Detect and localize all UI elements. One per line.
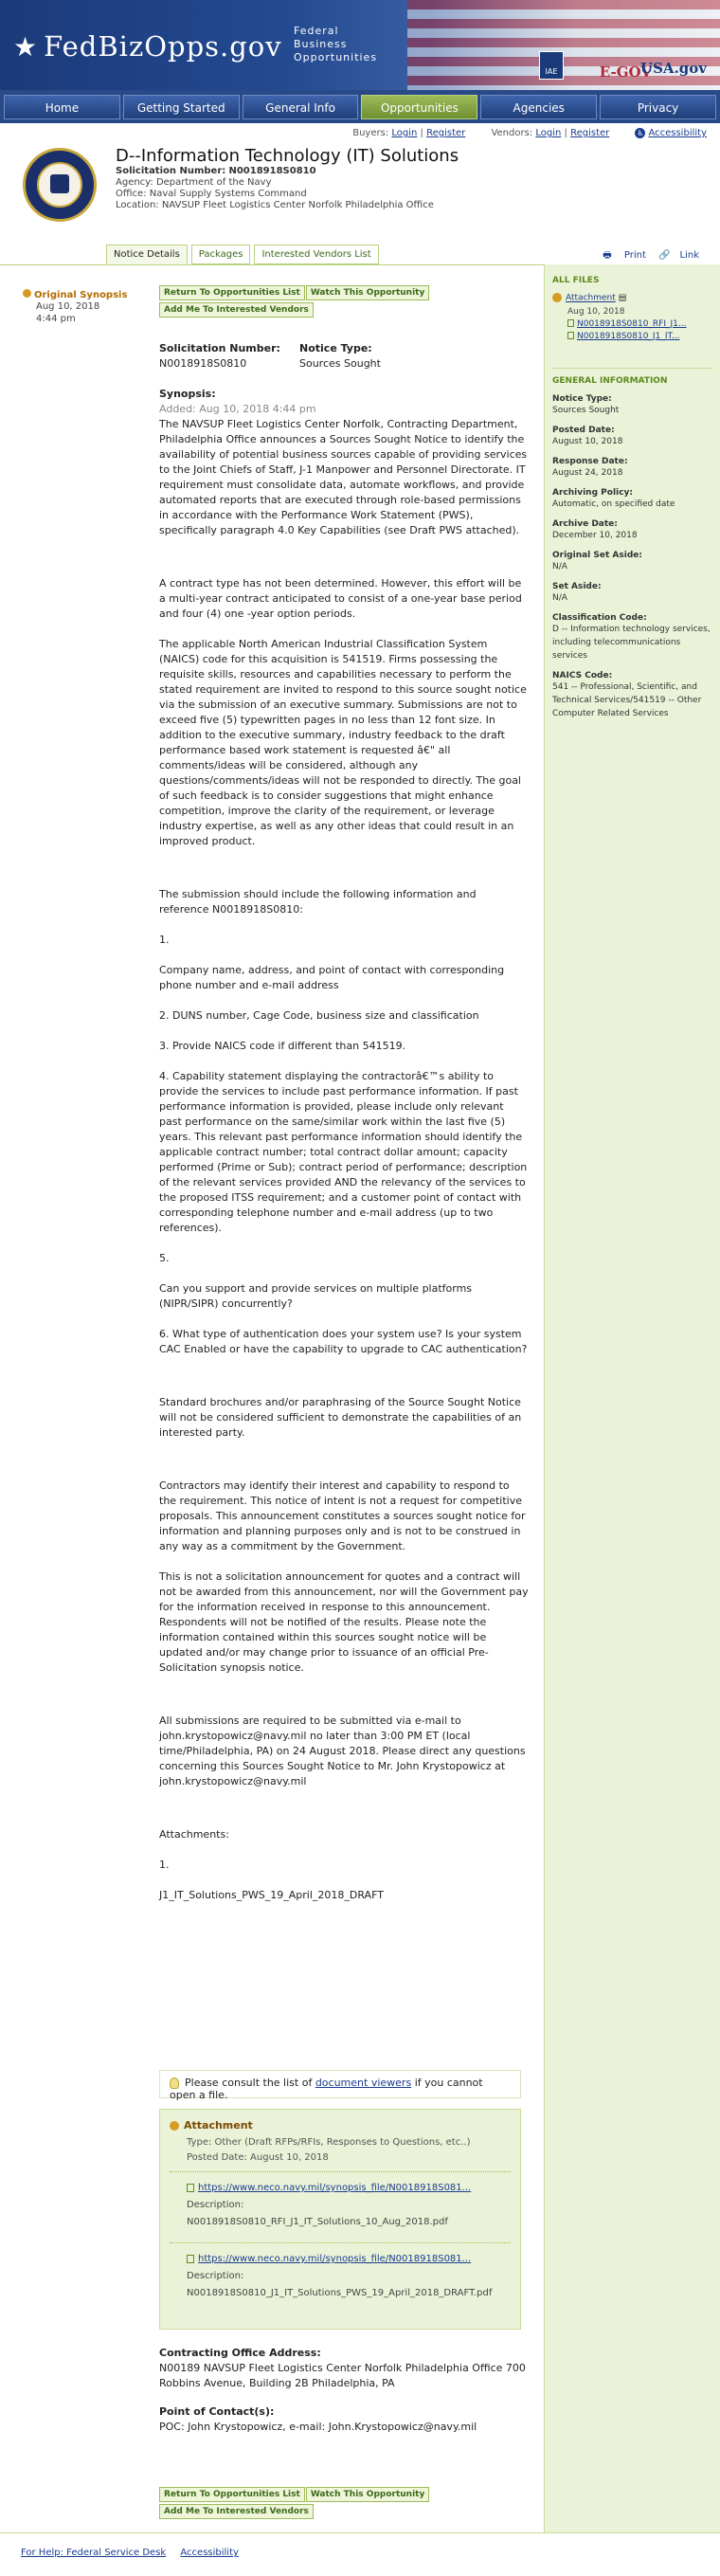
lightbulb-icon xyxy=(170,2077,179,2089)
star-icon: ★ xyxy=(13,31,39,63)
file-icon xyxy=(187,2255,194,2263)
sidebar: ALL FILES Attachment ▤ Aug 10, 2018 N0018918S0810_RFI_J1... N0018918S0810_J1_IT... GENERAL INFORMATION Notice Type: Sources Sought Posted Date: August 10, 2018 Response Date: August 24, 2018 Archiving Policy: Automatic, on specified date Archive Date: December 10, 2018 Original Set Aside: N/A Set Aside: N/A Classification Code: D -- Information technology services, including telecommunications services NAICS Code: 541 -- Professional, Scientific, and Technical Services/541519 -- Other Computer Related Services xyxy=(544,264,720,2532)
synopsis-label: Synopsis: xyxy=(159,388,216,400)
iae-logo[interactable]: IAE xyxy=(539,51,564,80)
egov-logo[interactable]: E-GOV xyxy=(599,63,652,81)
nav-opportunities[interactable]: Opportunities xyxy=(361,95,477,119)
office-address: N00189 NAVSUP Fleet Logistics Center Norfolk Philadelphia Office 700 Robbins Avenue, Building 2B Philadelphia, PA xyxy=(159,2362,526,2389)
tab-notice-details[interactable]: Notice Details xyxy=(106,245,188,264)
synopsis-paragraph: Standard brochures and/or paraphrasing of the Source Sought Notice will not be considered sufficient to demonstrate the capabilities of an interested party. xyxy=(159,1396,522,1439)
notice-meta: Solicitation Number: N0018918S0810 Agency: Department of the Navy Office: Naval Supply Systems Command Location: NAVSUP Fleet Logistics Center Norfolk Philadelphia Office xyxy=(116,166,434,210)
original-synopsis: Original Synopsis Aug 10, 2018 4:44 pm xyxy=(23,289,127,325)
file-icon xyxy=(567,332,574,339)
synopsis-paragraph: All submissions are required to be submitted via e-mail to john.krystopowicz@navy.mil no later than 3:00 PM ET (local time/Philadelphia, PA) on 24 August 2018. Please direct any questions concerning this Sources Sought Notice to Mr. John Krystopowicz at john.krystopowicz@navy.mil xyxy=(159,1714,526,1787)
print-icon: 🖶 xyxy=(603,250,612,261)
footer-accessibility-link[interactable]: Accessibility xyxy=(180,2548,239,2558)
sidebar-file-link[interactable]: N0018918S0810_RFI_J1... xyxy=(577,318,687,329)
vendors-register-link[interactable]: Register xyxy=(570,128,610,138)
attachment-file: https://www.neco.navy.mil/synopsis_file/N0018918S081... Description: N0018918S0810_J1_IT_Solutions_PWS_19_April_2018_DRAFT.pdf xyxy=(170,2242,511,2308)
accessibility-icon: ♿ xyxy=(637,129,644,137)
general-info-heading: GENERAL INFORMATION xyxy=(552,375,668,386)
tab-packages[interactable]: Packages xyxy=(191,245,251,264)
synopsis-paragraph: The submission should include the following information and reference N0018918S0810: xyxy=(159,888,477,916)
action-buttons-bottom xyxy=(159,2487,430,2521)
return-to-list-button[interactable]: Return To Opportunities List xyxy=(159,285,305,300)
print-link[interactable]: Print xyxy=(623,250,646,261)
synopsis-paragraph: 6. What type of authentication does your system use? Is your system CAC Enabled or have the capability to upgrade to CAC authentication? xyxy=(159,1328,528,1355)
attachment-icon xyxy=(552,293,562,302)
nav-general-info[interactable]: General Info xyxy=(243,95,359,119)
original-synopsis-link[interactable]: Original Synopsis xyxy=(34,290,128,300)
nav-privacy[interactable]: Privacy xyxy=(600,95,716,119)
attachment-file-link[interactable]: https://www.neco.navy.mil/synopsis_file/N0018918S081... xyxy=(198,2183,472,2193)
main-nav xyxy=(0,90,720,123)
accessibility-link[interactable]: Accessibility xyxy=(648,128,707,138)
synopsis-paragraph: Contractors may identify their interest and capability to respond to the requirement. This notice of intent is not a request for competitive proposals. This announcement constitutes a sources sought notice for information and planning purposes only and is not to be construed in any way as a commitment by the Government. xyxy=(159,1479,526,1552)
synopsis-paragraph: Can you support and provide services on multiple platforms (NIPR/SIPR) concurrently? xyxy=(159,1282,473,1310)
synopsis-icon xyxy=(23,289,31,298)
link-icon: 🔗 xyxy=(658,250,671,261)
page-title: D--Information Technology (IT) Solutions xyxy=(116,146,459,166)
notice-details: Solicitation Number: N0018918S0810 Notice Type: Sources Sought Synopsis: Added: Aug 10, 2018 4:44 pm The NAVSUP Fleet Logistics Center Norfolk, Contracting Department, Philadelphia Office announces a Sources Sought Notice to identify the availability of potential business sources capable of providing services to the Joint Chiefs of Staff, J-1 Manpower and Personnel Directorate. IT requirement must consolidate data, automate workflows, and provide automated reports that are executed through role-based permissions in accordance with the Performance Work Statement (PWS), specifically paragraph 4.0 Key Capabilities (see Draft PWS attached). A contract type has not been determined. However, this effort will be a multi-year contract anticipated to consist of a one-year base period and four (4) one -year option periods. The applicable North American Industrial Classification System (NAICS) code for this acquisition is 541519. Firms possessing the requisite skills, resources and capabilities necessary to perform the stated requirement are invited to respond to this source sought notice via the submission of an executive summary. Submissions are not to exceed five (5) typewritten pages in no less than 12 font size. In addition to the executive summary, industry feedback to the draft performance based work statement is requested â€" all comments/ideas will be considered, although any questions/comments/ideas will not be responded to directly. The goal of such feedback is to consider suggestions that might enhance competition, improve the clarity of the requirement, or leverage industry expertise, as well as any other ideas that could result in an improved product. The submission should include the following information and reference N0018918S0810: 1. Company name, address, and point of contact with corresponding phone number and e-mail address 2. DUNS number, Cage Code, business size and classification 3. Provide NAICS code if different than 541519. 4. Capability statement displaying the contractorâ€™s ability to provide the services to include past performance information. If past performance information is provided, please include only relevant past performance on the same/similar work within the last five (5) years. This relevant past performance information should identify the applicable contract number; total contract dollar amount; capacity performed (Prime or Sub); contract period of performance; description of the relevant services provided AND the relevancy of the services to the proposed ITSS requirement; and a customer point of contact with corresponding telephone number and e-mail address (up to two references). 5. Can you support and provide services on multiple platforms (NIPR/SIPR) concurrently? 6. What type of authentication does your system use? Is your system CAC Enabled or have the capability to upgrade to CAC authentication? Standard brochures and/or paraphrasing of the Source Sought Notice will not be considered sufficient to demonstrate the capabilities of an interested party. Contractors may identify their interest and capability to respond to the requirement. This notice of intent is not a request for competitive proposals. This announcement constitutes a sources sought notice for information and planning purposes only and is not to be construed in any way as a commitment by the Government. This is not a solicitation announcement for quotes and a contract will not be awarded from this announcement, nor will the Government pay for the information received in response to this announcement. Respondents will not be notified of the results. Please note the information contained within this sources sought notice will be updated and/or may change prior to issuance of an official Pre-Solicitation synopsis notice. All submissions are required to be submitted via e-mail to john.krystopowicz@navy.mil no later than 3:00 PM ET (local time/Philadelphia, PA) on 24 August 2018. Please direct any questions concerning this Sources Sought Notice to Mr. John Krystopowicz at john.krystopowicz@navy.mil Attachments: 1. J1_IT_Solutions_PWS_19_April_2018_DRAFT xyxy=(159,342,529,1901)
synopsis-paragraph: The applicable North American Industrial Classification System (NAICS) code for this acquisition is 541519. Firms possessing the requisite skills, resources and capabilities necessary to perform the stated requirement are invited to respond to this source sought notice via the submission of an executive summary. Submissions are not to exceed five (5) typewritten pages in no less than 12 font size. In addition to the executive summary, industry feedback to the draft performance based work statement is requested â€" all comments/ideas will be considered, although any questions/comments/ideas will not be responded to directly. The goal of such feedback is to consider suggestions that might enhance competition, improve the clarity of the requirement, or leverage industry expertise, as well as any other ideas that could result in an improved product. xyxy=(159,638,527,847)
synopsis-paragraph: A contract type has not been determined. However, this effort will be a multi-year contract anticipated to consist of a one-year base period and four (4) one -year option periods. xyxy=(159,577,522,620)
attachment-icon xyxy=(170,2121,179,2131)
sidebar-attachment-link[interactable]: Attachment xyxy=(566,293,616,303)
added-date: Added: Aug 10, 2018 4:44 pm xyxy=(159,403,316,415)
synopsis-paragraph: J1_IT_Solutions_PWS_19_April_2018_DRAFT xyxy=(159,1889,384,1901)
page-footer xyxy=(0,2532,720,2576)
help-link[interactable]: For Help: Federal Service Desk xyxy=(21,2548,167,2558)
buyers-register-link[interactable]: Register xyxy=(426,128,466,138)
divider xyxy=(0,264,544,265)
all-files-heading: ALL FILES xyxy=(552,276,600,285)
tab-interested-vendors[interactable]: Interested Vendors List xyxy=(254,245,378,264)
add-interested-vendor-button[interactable]: Add Me To Interested Vendors xyxy=(159,302,314,317)
attachment-file: https://www.neco.navy.mil/synopsis_file/N0018918S081... Description: N0018918S0810_RFI_J1_IT_Solutions_10_Aug_2018.pdf xyxy=(170,2171,511,2237)
synopsis-paragraph: Attachments: xyxy=(159,1828,229,1841)
contact-section: Contracting Office Address: N00189 NAVSUP Fleet Logistics Center Norfolk Philadelphia Office 700 Robbins Avenue, Building 2B Philadelphia, PA Point of Contact(s): POC: John Krystopowicz, e-mail: John.Krystopowicz@navy.mil xyxy=(159,2346,529,2435)
permalink-link[interactable]: Link xyxy=(679,250,699,261)
document-viewer-note: Please consult the list of document viewers if you cannot open a file. xyxy=(159,2070,521,2098)
synopsis-paragraph: 4. Capability statement displaying the contractorâ€™s ability to provide the services to include past performance information. If past performance information is provided, please include only relevant past performance on the same/similar work within the last five (5) years. This relevant past performance information should identify the applicable contract number; total contract dollar amount; capacity performed (Prime or Sub); contract period of performance; description of the relevant services provided AND the relevancy of the services to the proposed ITSS requirement; and a customer point of contact with corresponding telephone number and e-mail address (up to two references). xyxy=(159,1070,528,1234)
sidebar-file-link[interactable]: N0018918S0810_J1_IT... xyxy=(577,331,680,341)
attachment-box: Attachment Type: Other (Draft RFPs/RFIs, Responses to Questions, etc..) Posted Date: August 10, 2018 https://www.neco.navy.mil/synopsis_file/N0018918S081... Description: N0018918S0810_RFI_J1_IT_Solutions_10_Aug_2018.pdf https://www.neco.navy.mil/synopsis_file/N0018918S081... Description: N0018918S0810_J1_IT_Solutions_PWS_19_April_2018_DRAFT.pdf xyxy=(159,2109,521,2330)
synopsis-paragraph: 2. DUNS number, Cage Code, business size and classification xyxy=(159,1009,479,1022)
return-to-list-button[interactable]: Return To Opportunities List xyxy=(159,2487,305,2502)
site-tagline: Federal Business Opportunities xyxy=(294,25,378,63)
file-icon: ▤ xyxy=(618,293,627,303)
synopsis-paragraph: 1. xyxy=(159,934,170,946)
file-icon xyxy=(187,2184,194,2192)
synopsis-paragraph: The NAVSUP Fleet Logistics Center Norfolk, Contracting Department, Philadelphia Office announces a Sources Sought Notice to identify the availability of potential business sources capable of providing services to the Joint Chiefs of Staff, J-1 Manpower and Personnel Directorate. IT requirement must consolidate data, automate workflows, and provide automated reports that are executed through role-based permissions in accordance with the Performance Work Statement (PWS), specifically paragraph 4.0 Key Capabilities (see Draft PWS attached). xyxy=(159,418,528,536)
synopsis-paragraph: 3. Provide NAICS code if different than 541519. xyxy=(159,1040,406,1052)
site-logo[interactable]: ★ FedBizOpps.gov xyxy=(13,30,282,63)
nav-agencies[interactable]: Agencies xyxy=(480,95,597,119)
watch-opportunity-button[interactable]: Watch This Opportunity xyxy=(306,2487,430,2502)
action-buttons-top xyxy=(159,285,430,319)
site-header xyxy=(0,0,720,90)
synopsis-paragraph: 5. xyxy=(159,1252,170,1264)
file-icon xyxy=(567,319,574,327)
usagov-logo[interactable]: USA.gov xyxy=(640,60,707,77)
vendors-login-link[interactable]: Login xyxy=(535,128,562,138)
buyers-login-link[interactable]: Login xyxy=(391,128,418,138)
add-interested-vendor-button[interactable]: Add Me To Interested Vendors xyxy=(159,2504,314,2519)
nav-home[interactable]: Home xyxy=(4,95,120,119)
nav-getting-started[interactable]: Getting Started xyxy=(123,95,240,119)
utility-links: Buyers: Login | Register Vendors: Login | Register ♿ Accessibility xyxy=(352,128,707,138)
navy-seal-logo xyxy=(23,148,97,222)
notice-title-area xyxy=(0,144,720,234)
point-of-contact: POC: John Krystopowicz, e-mail: John.Krystopowicz@navy.mil xyxy=(159,2421,477,2433)
watch-opportunity-button[interactable]: Watch This Opportunity xyxy=(306,285,430,300)
print-links xyxy=(593,248,699,264)
notice-tabs xyxy=(106,245,379,264)
synopsis-paragraph: 1. xyxy=(159,1859,170,1871)
synopsis-paragraph: Company name, address, and point of contact with corresponding phone number and e-mail address xyxy=(159,964,505,991)
attachment-file-link[interactable]: https://www.neco.navy.mil/synopsis_file/N0018918S081... xyxy=(198,2254,472,2264)
document-viewers-link[interactable]: document viewers xyxy=(315,2077,412,2089)
synopsis-paragraph: This is not a solicitation announcement for quotes and a contract will not be awarded from this announcement, nor will the Government pay for the information received in response to this announcement. Respondents will not be notified of the results. Please note the information contained within this sources sought notice will be updated and/or may change prior to issuance of an official Pre-Solicitation synopsis notice. xyxy=(159,1570,529,1674)
